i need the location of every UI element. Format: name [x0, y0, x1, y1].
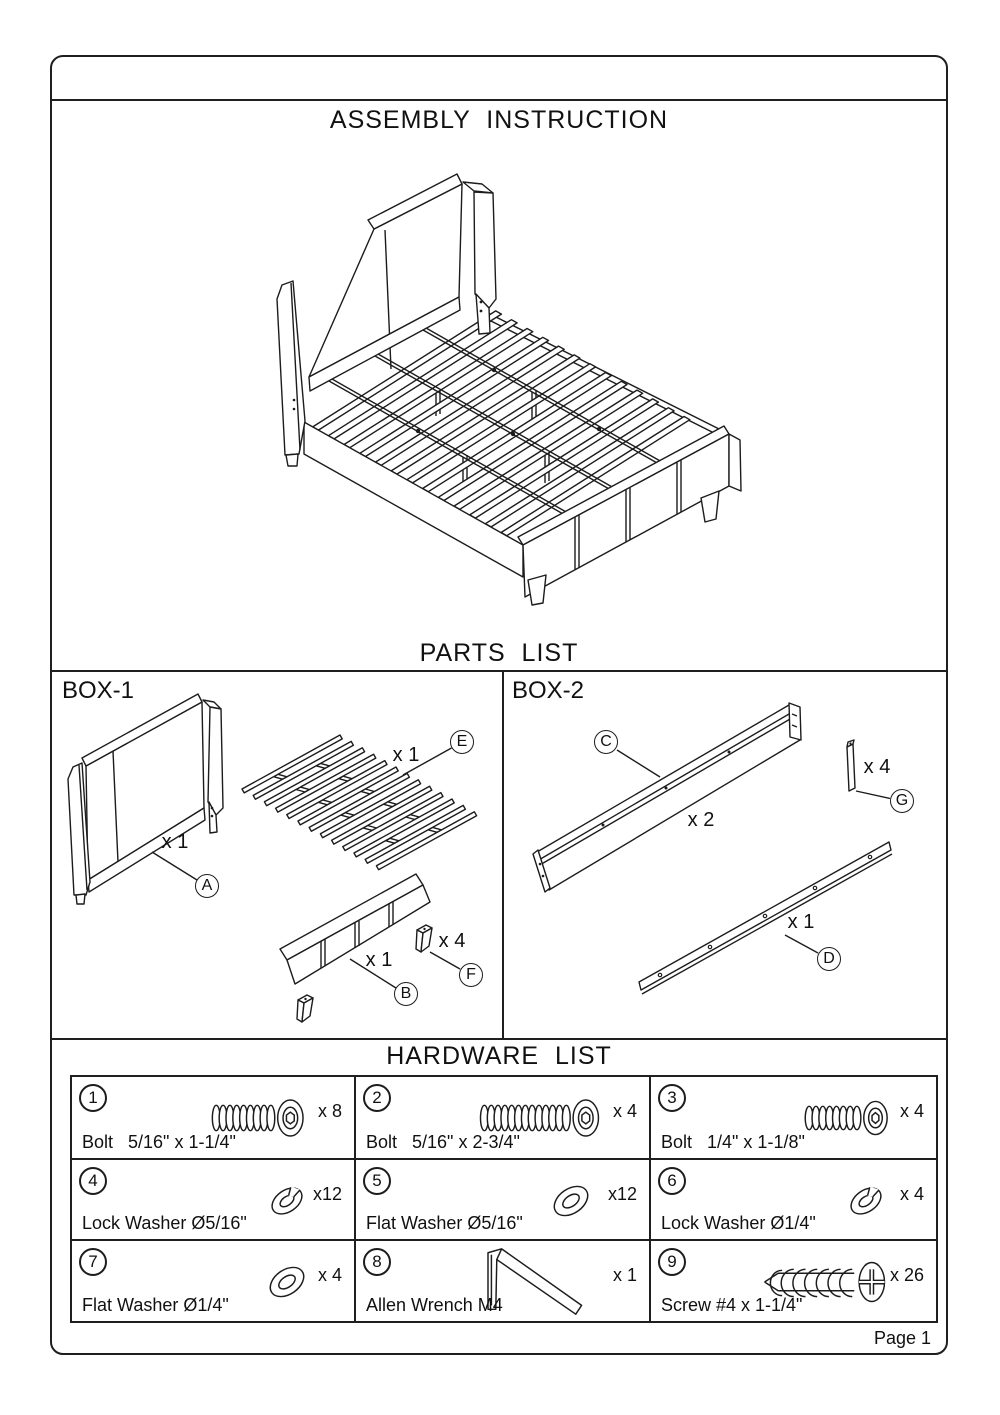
hardware-num-badge: 7 — [79, 1248, 107, 1276]
part-g-qty: x 4 — [863, 756, 891, 778]
hardware-num-badge: 8 — [363, 1248, 391, 1276]
box-divider — [502, 670, 504, 1038]
hardware-table — [70, 1075, 938, 1323]
hardware-caption: Bolt 5/16" x 2-3/4" — [366, 1132, 520, 1152]
part-a-headboard-drawing — [68, 694, 223, 904]
hardware-count: x 4 — [612, 1101, 637, 1121]
part-g-badge: G — [890, 789, 914, 813]
hardware-cell-3 — [651, 1077, 936, 1160]
hardware-num-badge: 1 — [79, 1084, 107, 1112]
hardware-cell-8 — [356, 1241, 651, 1321]
hardware-section-divider — [52, 1038, 946, 1040]
hardware-cell-7 — [72, 1241, 356, 1321]
part-d-badge: D — [817, 947, 841, 971]
hardware-count: x 4 — [317, 1265, 342, 1285]
part-f-badge: F — [459, 963, 483, 987]
box2-label: BOX-2 — [512, 677, 585, 704]
document-border — [50, 55, 948, 1355]
header-divider — [52, 99, 946, 101]
page-title: ASSEMBLY INSTRUCTION — [329, 106, 669, 134]
hardware-caption: Bolt 5/16" x 1-1/4" — [82, 1132, 236, 1152]
part-e-qty: x 1 — [392, 744, 420, 766]
hardware-count: x 4 — [899, 1184, 924, 1204]
hardware-count: x 8 — [317, 1101, 342, 1121]
part-d-center-rail-drawing — [639, 842, 892, 994]
part-b-badge: B — [394, 982, 418, 1006]
hardware-caption: Allen Wrench M4 — [366, 1295, 503, 1315]
hardware-num-badge: 5 — [363, 1167, 391, 1195]
part-a-qty: x 1 — [161, 831, 189, 853]
hardware-cell-6 — [651, 1160, 936, 1241]
part-c-qty: x 2 — [687, 809, 715, 831]
parts-list-title: PARTS LIST — [419, 639, 579, 667]
hardware-num-badge: 6 — [658, 1167, 686, 1195]
hardware-num-badge: 9 — [658, 1248, 686, 1276]
part-a-badge: A — [195, 874, 219, 898]
hardware-caption: Lock Washer Ø5/16" — [82, 1213, 247, 1233]
hardware-count: x 4 — [899, 1101, 924, 1121]
hardware-cell-5 — [356, 1160, 651, 1241]
hardware-caption: Flat Washer Ø1/4" — [82, 1295, 229, 1315]
hardware-count: x12 — [312, 1184, 342, 1204]
hardware-count: x 1 — [612, 1265, 637, 1285]
part-e-badge: E — [450, 730, 474, 754]
hardware-cell-1 — [72, 1077, 356, 1160]
part-e-slats-drawing — [242, 735, 477, 870]
hardware-num-badge: 2 — [363, 1084, 391, 1112]
hardware-caption: Lock Washer Ø1/4" — [661, 1213, 816, 1233]
hardware-caption: Flat Washer Ø5/16" — [366, 1213, 523, 1233]
hardware-cell-9 — [651, 1241, 936, 1321]
hardware-num-badge: 3 — [658, 1084, 686, 1112]
hardware-num-badge: 4 — [79, 1167, 107, 1195]
part-d-qty: x 1 — [787, 911, 815, 933]
hardware-cell-4 — [72, 1160, 356, 1241]
part-b-qty: x 1 — [365, 949, 393, 971]
hardware-caption: Screw #4 x 1-1/4" — [661, 1295, 803, 1315]
bed-assembly-diagram — [277, 174, 741, 605]
hardware-caption: Bolt 1/4" x 1-1/8" — [661, 1132, 805, 1152]
hardware-list-title: HARDWARE LIST — [386, 1042, 612, 1070]
page-number: Page 1 — [873, 1328, 931, 1348]
hardware-count: x12 — [607, 1184, 637, 1204]
hardware-count: x 26 — [889, 1265, 924, 1285]
part-c-side-rail-drawing — [533, 703, 801, 892]
parts-section-divider — [52, 670, 946, 672]
hardware-cell-2 — [356, 1077, 651, 1160]
leader-lines — [152, 748, 890, 988]
part-c-badge: C — [594, 730, 618, 754]
part-f-qty: x 4 — [438, 930, 466, 952]
box1-label: BOX-1 — [62, 677, 135, 704]
